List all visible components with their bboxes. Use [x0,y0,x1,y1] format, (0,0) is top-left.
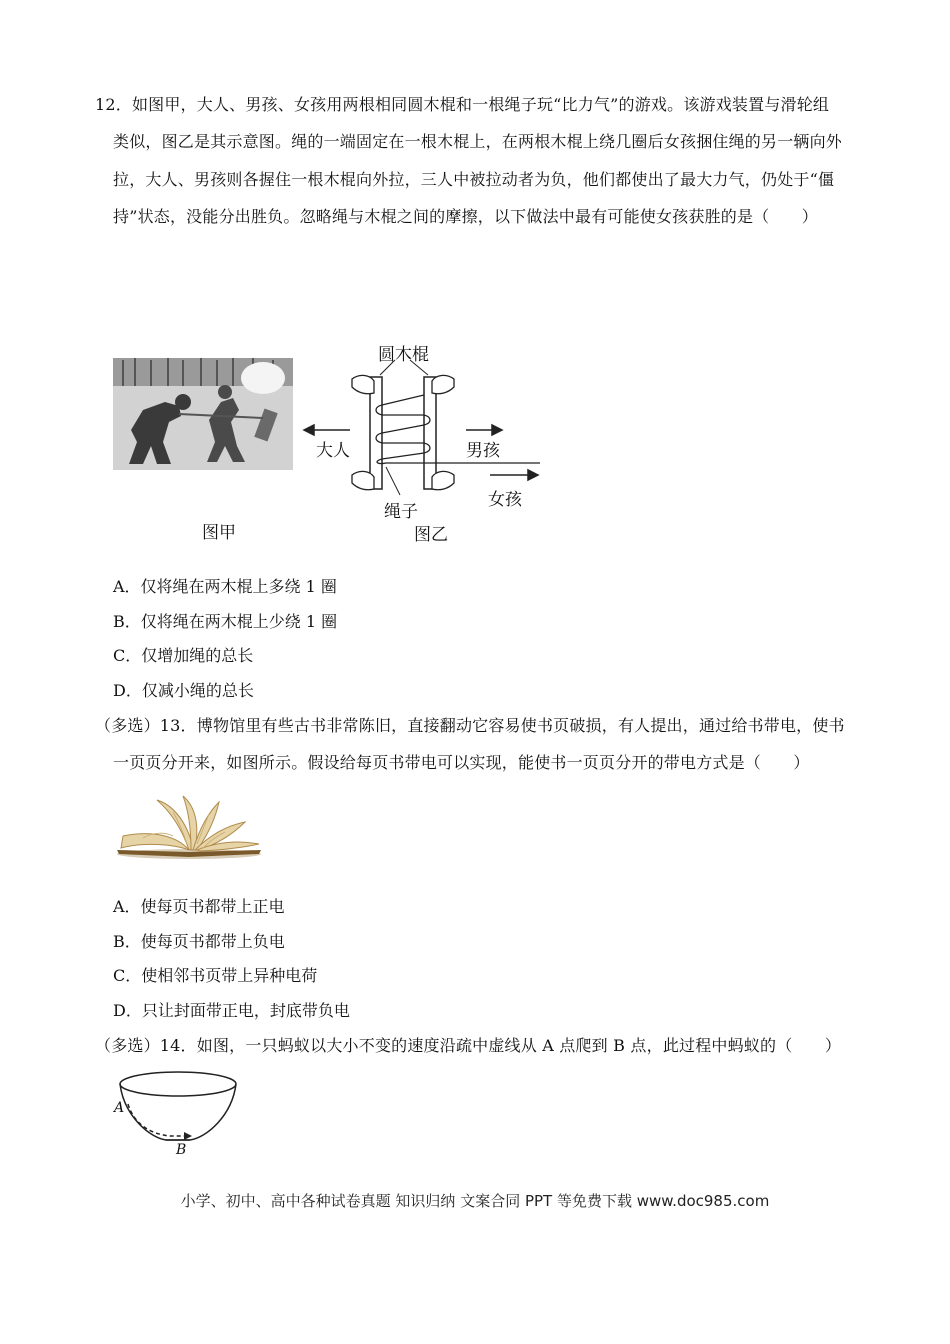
figure-jia-caption: 图甲 [202,523,236,543]
q13-line-2: 一页页分开来，如图所示。假设给每页书带电可以实现，能使书一页页分开的带电方式是（ ） [113,753,810,772]
q12-option-c: C．仅增加绳的总长 [113,646,254,665]
label-boy: 男孩 [466,441,500,461]
point-a-label: A [114,1100,125,1116]
q13-line-1: （多选）13．博物馆里有些古书非常陈旧，直接翻动它容易使书页破损，有人提出，通过给书带电，使书 [95,716,845,735]
label-rope: 绳子 [384,502,418,522]
q12-option-a: A．仅将绳在两木棍上多绕 1 圈 [113,577,337,596]
q13-option-c: C．使相邻书页带上异种电荷 [113,966,318,985]
q12-line-2: 类似，图乙是其示意图。绳的一端固定在一根木棍上，在两根木棍上绕几圈后女孩捆住绳的另一辆向外 [113,132,843,151]
q12-line-3: 拉，大人、男孩则各握住一根木棍向外拉，三人中被拉动者为负，他们都使出了最大力气，仍处于“僵 [113,170,835,189]
q12-line-4: 持”状态，没能分出胜负。忽略绳与木棍之间的摩擦，以下做法中最有可能使女孩获胜的是（ ） [113,207,818,226]
label-adult: 大人 [316,441,350,461]
q12-option-d: D．仅减小绳的总长 [113,681,254,700]
book-image [113,792,265,860]
q12-option-b: B．仅将绳在两木棍上少绕 1 圈 [113,612,338,631]
q13-option-d: D．只让封面带正电，封底带负电 [113,1001,350,1020]
figure-jia-photo [113,358,293,470]
label-stick: 圆木棍 [378,345,429,365]
q14-line: （多选）14．如图，一只蚂蚁以大小不变的速度沿疏中虚线从 A 点爬到 B 点，此过程中蚂蚁的（ ） [95,1036,842,1055]
q12-line-1: 12．如图甲，大人、男孩、女孩用两根相同圆木棍和一根绳子玩“比力气”的游戏。该游戏装置与滑轮组 [95,95,830,114]
point-b-label: B [176,1142,187,1158]
q13-option-b: B．使每页书都带上负电 [113,932,285,951]
label-girl: 女孩 [488,490,522,510]
figure-yi-caption: 图乙 [414,525,448,545]
page-footer: 小学、初中、高中各种试卷真题 知识归纳 文案合同 PPT 等免费下载 www.doc985.com [180,1192,770,1210]
bowl-diagram [110,1068,240,1160]
q13-option-a: A．使每页书都带上正电 [113,897,285,916]
